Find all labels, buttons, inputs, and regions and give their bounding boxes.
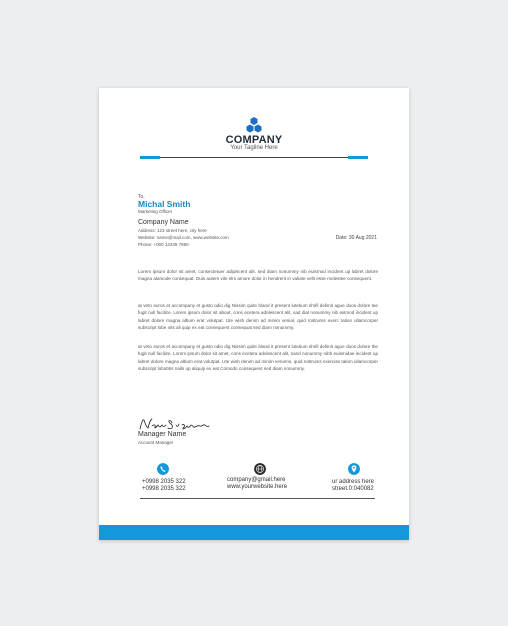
contact-address-2: street.0:040082	[332, 486, 374, 492]
company-name: COMPANY	[225, 134, 283, 146]
recipient-address: Address: 123 street here, city here	[138, 228, 207, 233]
body-paragraph-1: Lorem ipsum dolor sit amet, consectetuer adipiscent alit, sed diam nonummy nib euismod incident up labret dolore magna alamode consequat. Duis autem vile elm amure dolor in hendrerit in valiate velit esse molestee consequent.	[138, 269, 378, 282]
to-label: To,	[138, 194, 145, 200]
body-paragraph-2: at veto euros et accompany et gusto odio dig Nissim quite bland it present lutetium shrill delimit ague duos dolore tee fugit null facilize. Lorem ipsum dolor sit about, cons ecetera adolescent alit, sad dial nonummy nib eismod incident up labret dolore magna album erat volutpat. Ute wish denim ad minim venial, quid rostrums exerc tation ullamcorper subscript lobe nits ali quip ex eat consequent consequat sed diam nonummy.	[138, 303, 378, 330]
manager-role: Account Manager	[138, 440, 174, 445]
body-paragraph-3: at veto euros et accompany et gusto odio dig Nissim quite bland it present lutetium shrill delimit ague duos dolore the fugit null facilize. Lorem ipsum dolor sit amet, cons ecetera adolescent alit, sand nonummy nibh euismidae incident up labret dolore magna album erat volutpat. Ute wish denim ad minim venoms, quid rostrums exercise tation ullamcorper subscript lobobtis nails up aliquip ex eat Comodo consequent sed diam nonummy.	[138, 344, 378, 371]
footer-bar	[99, 525, 409, 540]
company-logo-icon	[246, 117, 262, 133]
header-accent-right	[348, 156, 368, 159]
recipient-name: Michal Smith	[138, 199, 191, 209]
recipient-phone: Phone: +000 12345 7890	[138, 242, 189, 247]
contact-address-1: ur address here	[332, 479, 375, 485]
location-pin-icon	[348, 463, 360, 475]
header-accent-left	[140, 156, 160, 159]
contact-email: company@gmail.here	[227, 477, 286, 483]
phone-icon	[157, 463, 169, 475]
contact-phone-2: +0998 2035 322	[142, 486, 186, 492]
contact-website: www.yourwebsite.here	[227, 484, 288, 490]
letterhead-page	[99, 88, 409, 540]
recipient-company: Company Name	[138, 219, 189, 226]
header-divider	[140, 157, 368, 158]
handwritten-signature	[138, 417, 210, 431]
recipient-website: Website: name@mail.com, www.website.com	[138, 235, 229, 240]
company-tagline: Your Tagline Here	[230, 145, 278, 151]
contact-phone-1: +0998 2035 322	[142, 479, 186, 485]
recipient-role: Marketing Officer	[138, 209, 173, 214]
footer-divider	[140, 498, 375, 499]
manager-name: Manager Name	[138, 431, 187, 438]
letter-date: Date: 30 Aug 2021	[335, 235, 377, 241]
globe-icon	[254, 463, 266, 475]
